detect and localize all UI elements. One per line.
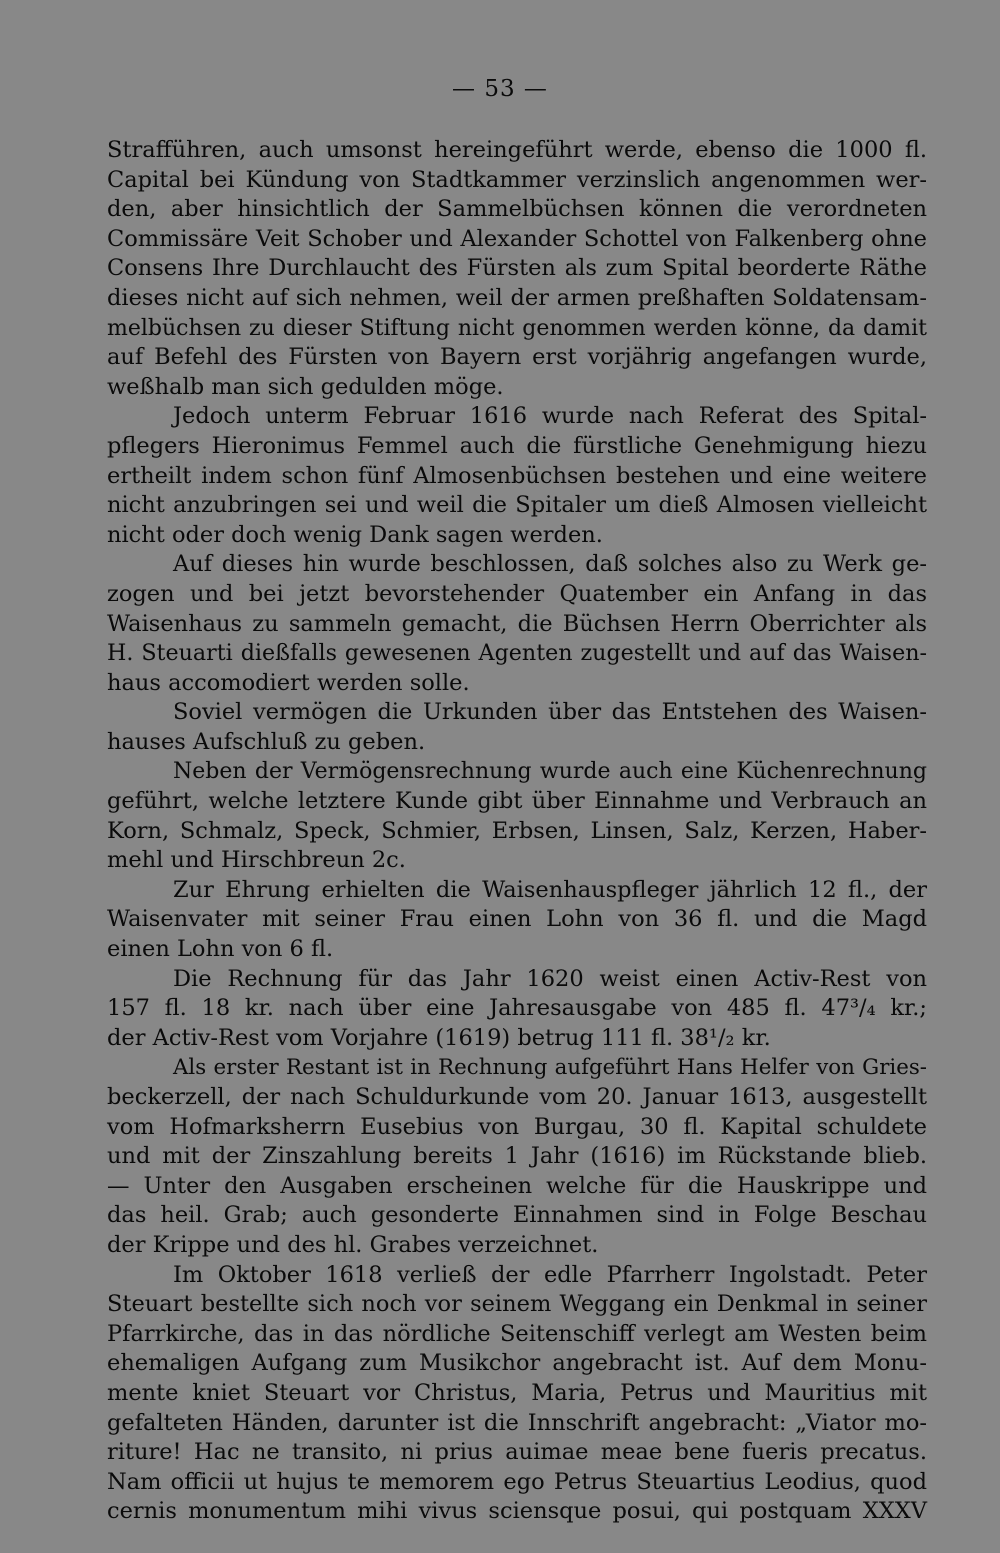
paragraph (107, 136, 927, 402)
text-line: Jedoch unterm Februar 1616 wurde nach Referat des Spital- (173, 403, 927, 430)
text-line: auf Befehl des Fürsten von Bayern erst vorjährig angefangen wurde, (107, 344, 927, 371)
text-line: Soviel vermögen die Urkunden über das Entstehen des Waisen- (173, 699, 927, 726)
text-line: 157 fl. 18 kr. nach über eine Jahresausgabe von 485 fl. 47³/₄ kr.; (107, 995, 927, 1022)
text-line: weßhalb man sich gedulden möge. (107, 373, 504, 400)
text-line: mehl und Hirschbreun 2c. (107, 847, 406, 874)
text-line: den, aber hinsichtlich der Sammelbüchsen können die verordneten (107, 196, 927, 223)
text-line: Im Oktober 1618 verließ der edle Pfarrherr Ingolstadt. Peter (173, 1261, 927, 1288)
text-line: melbüchsen zu dieser Stiftung nicht genommen werden könne, da damit (107, 315, 927, 341)
paragraph (107, 876, 927, 965)
paragraph (107, 1261, 927, 1527)
text-line: Korn, Schmalz, Speck, Schmier, Erbsen, Linsen, Salz, Kerzen, Haber- (107, 817, 927, 844)
text-line: — Unter den Ausgaben erscheinen welche für die Hauskrippe und (107, 1172, 927, 1199)
text-line: cernis monumentum mihi vivus sciensque posui, qui postquam XXXV (107, 1498, 927, 1525)
text-line: zogen und bei jetzt bevorstehender Quatember ein Anfang in das (107, 580, 927, 607)
text-line: hauses Aufschluß zu geben. (107, 728, 426, 755)
paragraph (107, 402, 927, 550)
text-line: mente kniet Steuart vor Christus, Maria, Petrus und Mauritius mit (107, 1379, 927, 1406)
text-line: einen Lohn von 6 fl. (107, 936, 334, 963)
text-line: Auf dieses hin wurde beschlossen, daß solches also zu Werk ge- (173, 551, 927, 578)
paragraph (107, 550, 927, 698)
paragraph (107, 1053, 927, 1260)
text-line: der Activ-Rest vom Vorjahre (1619) betrug 111 fl. 38¹/₂ kr. (107, 1024, 771, 1051)
text-line: nicht anzubringen sei und weil die Spitaler um dieß Almosen vielleicht (107, 492, 927, 519)
text-line: Commissäre Veit Schober und Alexander Schottel von Falkenberg ohne (107, 225, 927, 252)
text-line: geführt, welche letztere Kunde gibt über Einnahme und Verbrauch an (107, 788, 927, 815)
text-line: Als erster Restant ist in Rechnung aufgeführt Hans Helfer von Gries- (173, 1055, 927, 1081)
text-line: Consens Ihre Durchlaucht des Fürsten als zum Spital beorderte Räthe (107, 255, 927, 282)
paragraph (107, 757, 927, 875)
text-line: das heil. Grab; auch gesonderte Einnahmen sind in Folge Beschau (107, 1202, 927, 1229)
text-line: Waisenhaus zu sammeln gemacht, die Büchsen Herrn Oberrichter als (107, 610, 927, 637)
text-line: nicht oder doch wenig Dank sagen werden. (107, 521, 603, 548)
text-line: beckerzell, der nach Schuldurkunde vom 20. Januar 1613, ausgestellt (107, 1084, 927, 1110)
text-line: ertheilt indem schon fünf Almosenbüchsen bestehen und eine weitere (107, 462, 927, 489)
text-line: und mit der Zinszahlung bereits 1 Jahr (1616) im Rückstande blieb. (107, 1143, 927, 1170)
text-line: Waisenvater mit seiner Frau einen Lohn von 36 fl. und die Magd (107, 906, 927, 933)
text-line: haus accomodiert werden solle. (107, 669, 470, 696)
text-line: Die Rechnung für das Jahr 1620 weist einen Activ-Rest von (173, 965, 927, 992)
paragraph (107, 698, 927, 757)
text-line: riture! Hac ne transito, ni prius auimae meae bene fueris precatus. (107, 1439, 927, 1466)
text-line: Pfarrkirche, das in das nördliche Seitenschiff verlegt am Westen beim (107, 1320, 927, 1347)
text-line: H. Steuarti dießfalls gewesenen Agenten zugestellt und auf das Waisen- (107, 640, 927, 667)
text-line: Steuart bestellte sich noch vor seinem Weggang ein Denkmal in seiner (107, 1291, 927, 1318)
text-line: Capital bei Kündung von Stadtkammer verzinslich angenommen wer- (107, 166, 927, 193)
paragraph (107, 965, 927, 1054)
text-line: pflegers Hieronimus Femmel auch die fürstliche Genehmigung hiezu (107, 432, 927, 459)
body-text (107, 136, 927, 1527)
text-line: dieses nicht auf sich nehmen, weil der armen preßhaften Soldatensam- (107, 284, 927, 311)
text-line: der Krippe und des hl. Grabes verzeichnet. (107, 1231, 599, 1258)
page-number: — 53 — (452, 76, 548, 102)
text-line: Zur Ehrung erhielten die Waisenhauspfleger jährlich 12 fl., der (173, 876, 927, 903)
text-line: Strafführen, auch umsonst hereingeführt werde, ebenso die 1000 fl. (107, 137, 927, 163)
text-line: Nam officii ut hujus te memorem ego Petrus Steuartius Leodius, quod (107, 1468, 927, 1495)
text-line: gefalteten Händen, darunter ist die Innschrift angebracht: „Viator mo- (107, 1409, 927, 1436)
text-line: vom Hofmarksherrn Eusebius von Burgau, 30 fl. Kapital schuldete (107, 1113, 927, 1140)
text-line: Neben der Vermögensrechnung wurde auch eine Küchenrechnung (173, 759, 927, 785)
text-line: ehemaligen Aufgang zum Musikchor angebracht ist. Auf dem Monu- (107, 1350, 927, 1377)
